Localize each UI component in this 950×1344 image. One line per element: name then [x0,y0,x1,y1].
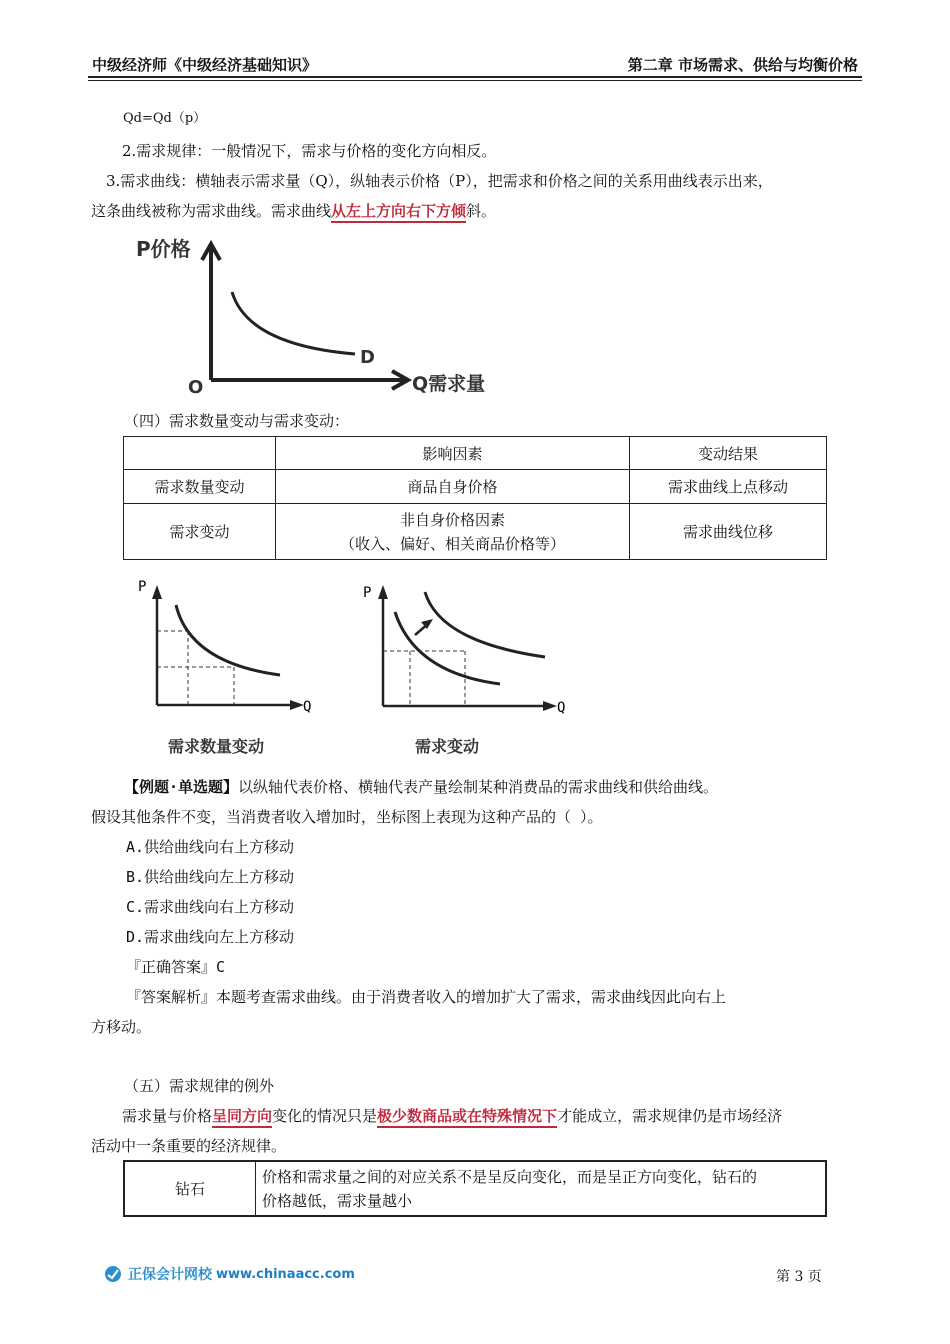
shift-chart-p: P [363,585,372,601]
factor-line-1: 非自身价格因素 [399,510,505,529]
page-number: 第 3 页 [776,1269,822,1285]
diamond-table [123,1160,827,1217]
analysis-line-1: 『答案解析』本题考查需求曲线。由于消费者收入的增加扩大了需求，需求曲线因此向右上 [126,988,727,1006]
footer-logo[interactable] [104,1264,355,1284]
shift-chart-caption: 需求变动 [415,737,480,756]
factor-line-2: （收入、偏好、相关商品价格等） [339,534,565,553]
section5-text-b: 变化的情况只是 [272,1107,378,1125]
quantity-chart-caption: 需求数量变动 [168,737,265,756]
demand-curve-label: D [360,347,375,368]
option-d: D.需求曲线向左上方移动 [126,928,295,946]
example-tag: 【例题·单选题】 [124,778,239,796]
demand-curve-shifted [425,592,545,657]
demand-y-label: P价格 [136,237,191,261]
correct-answer: 『正确答案』C [126,958,226,976]
curve-line-2-b: 斜。 [466,202,497,220]
table-header-result: 变动结果 [630,437,827,470]
brand-url: www.chinaacc.com [216,1266,355,1282]
section5-text-c: 才能成立，需求规律仍是市场经济 [557,1107,783,1125]
diamond-desc-1: 价格和需求量之间的对应关系不是呈反向变化，而是呈正方向变化，钻石的 [262,1167,758,1186]
section5-para-2: 活动中一条重要的经济规律。 [91,1137,287,1155]
diamond-desc [256,1161,827,1216]
demand-change-table [123,436,827,560]
section5-para-1 [122,1106,782,1126]
section5-text-a: 需求量与价格 [122,1107,213,1125]
quantity-chart-p: P [138,579,147,595]
demand-shift-chart [355,575,580,765]
diamond-label: 钻石 [124,1161,256,1216]
brand-name: 正保会计网校 [128,1267,212,1283]
table-cell: 商品自身价格 [276,470,630,504]
header-left: 中级经济师《中级经济基础知识》 [92,56,318,74]
quantity-change-chart [130,575,330,765]
quantity-chart-q: Q [303,699,312,715]
demand-origin-label: O [188,377,204,398]
option-a: A.供给曲线向右上方移动 [126,838,295,856]
demand-x-label: Q需求量 [412,373,486,395]
table-cell: 需求曲线上点移动 [630,470,827,504]
curve-highlight: 从左上方向右下方倾 [331,202,466,223]
quantity-demand-curve [176,605,280,675]
header-rule [88,76,862,78]
example-line-1 [124,776,718,797]
section5-highlight-1: 呈同方向 [212,1107,272,1128]
section5-title: （五）需求规律的例外 [124,1077,275,1095]
formula-line: Qd=Qd（p） [123,111,207,126]
shift-chart-q: Q [557,700,566,716]
demand-curve-line [232,292,355,354]
table-cell: 需求数量变动 [124,470,276,504]
law-line: 2.需求规律：一般情况下，需求与价格的变化方向相反。 [122,142,497,160]
header-right: 第二章 市场需求、供给与均衡价格 [627,56,858,74]
section5-highlight-2: 极少数商品或在特殊情况下 [377,1107,557,1128]
table-header-factor: 影响因素 [276,437,630,470]
example-q1: 以纵轴代表价格、横轴代表产量绘制某种消费品的需求曲线和供给曲线。 [238,778,719,796]
brand-logo-icon [104,1265,124,1283]
example-line-2: 假设其他条件不变，当消费者收入增加时，坐标图上表现为这种产品的（ ）。 [91,808,603,826]
demand-curve-chart [130,230,510,400]
header-rule-thin [88,80,862,81]
table-header-empty [124,437,276,470]
option-b: B.供给曲线向左上方移动 [126,868,295,886]
table-cell: 需求变动 [124,504,276,560]
table-cell: 需求曲线位移 [630,504,827,560]
diamond-desc-2: 价格越低，需求量越小 [262,1191,413,1210]
analysis-line-2: 方移动。 [91,1018,152,1036]
curve-line-2-a: 这条曲线被称为需求曲线。需求曲线 [91,202,332,220]
option-c: C.需求曲线向右上方移动 [126,898,295,916]
section4-title: （四）需求数量变动与需求变动： [124,412,350,430]
table-cell-factor [276,504,630,560]
curve-line-2 [91,201,496,221]
curve-line-1: 3.需求曲线：横轴表示需求量（Q），纵轴表示价格（P），把需求和价格之间的关系用曲线表示出来， [106,172,773,190]
